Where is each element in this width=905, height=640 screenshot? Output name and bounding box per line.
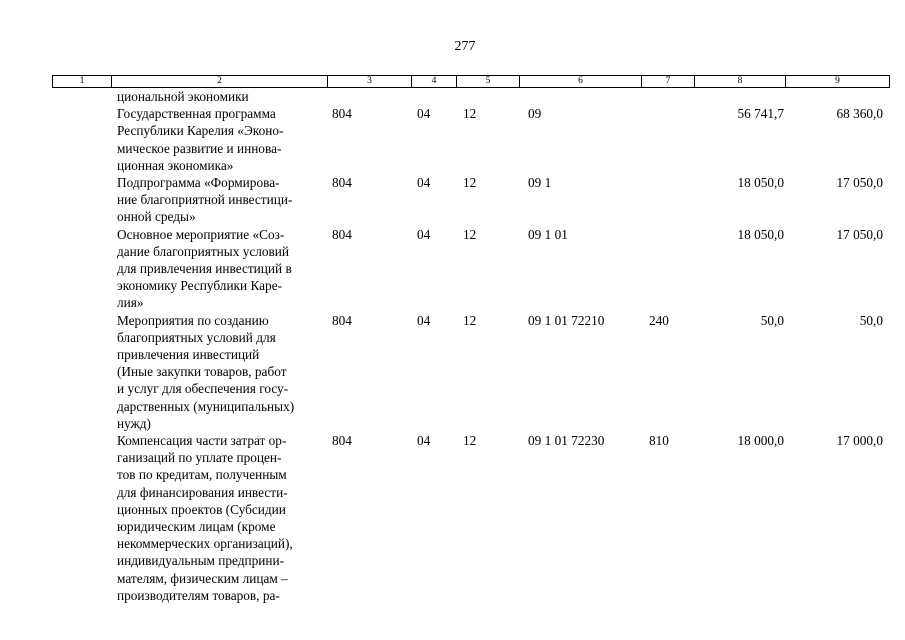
- row-expense-type: 810: [649, 433, 669, 449]
- row-amount-year-2: 17 050,0: [836, 175, 883, 191]
- row-description: [117, 174, 329, 226]
- row-section: 04: [417, 226, 431, 242]
- row-subsection: 12: [463, 312, 477, 328]
- description-line: экономику Республики Каре-: [117, 278, 283, 294]
- page-number: 277: [454, 39, 476, 54]
- row-description: [117, 432, 329, 604]
- description-line: некоммерческих организаций),: [117, 536, 293, 552]
- header-col-9: 9: [786, 76, 890, 88]
- row-section: 04: [417, 433, 431, 449]
- description-line: ционных проектов (Субсидии: [117, 501, 286, 517]
- table-row: [0, 105, 905, 174]
- header-col-8: 8: [695, 76, 786, 88]
- row-subsection: 12: [463, 106, 477, 122]
- header-col-7: 7: [642, 76, 695, 88]
- row-amount-year-1: 56 741,7: [737, 106, 784, 122]
- row-subsection: 12: [463, 226, 477, 242]
- description-line: ганизаций по уплате процен-: [117, 450, 282, 466]
- row-admin-code: 804: [332, 106, 352, 122]
- header-col-5: 5: [457, 76, 520, 88]
- description-line: Основное мероприятие «Соз-: [117, 226, 285, 242]
- row-amount-year-2: 68 360,0: [836, 106, 883, 122]
- description-line: мателям, физическим лицам –: [117, 570, 288, 586]
- description-line: производителям товаров, ра-: [117, 587, 280, 603]
- row-amount-year-2: 17 050,0: [836, 226, 883, 242]
- description-line: Мероприятия по созданию: [117, 312, 269, 328]
- table-row: [0, 432, 905, 604]
- header-col-2: 2: [112, 76, 328, 88]
- description-line: дание благоприятных условий: [117, 243, 290, 259]
- description-line: тов по кредитам, полученным: [117, 467, 287, 483]
- row-target-article: 09 1 01 72230: [528, 433, 605, 449]
- header-col-3: 3: [328, 76, 412, 88]
- row-amount-year-2: 17 000,0: [836, 433, 883, 449]
- description-line: благоприятных условий для: [117, 329, 276, 345]
- row-description: [117, 226, 329, 312]
- description-line: Подпрограмма «Формирова-: [117, 175, 280, 191]
- header-col-6: 6: [520, 76, 642, 88]
- description-line: ние благоприятной инвестици-: [117, 192, 293, 208]
- table-row: [0, 88, 905, 105]
- description-line: Республики Карелия «Эконо-: [117, 123, 284, 139]
- row-target-article: 09 1 01: [528, 226, 568, 242]
- row-subsection: 12: [463, 175, 477, 191]
- row-target-article: 09: [528, 106, 542, 122]
- row-section: 04: [417, 175, 431, 191]
- description-line: мическое развитие и иннова-: [117, 140, 282, 156]
- description-line: привлечения инвестиций: [117, 347, 260, 363]
- row-subsection: 12: [463, 433, 477, 449]
- description-line: лия»: [117, 295, 144, 311]
- table-row: [0, 174, 905, 226]
- row-description: [117, 105, 329, 174]
- description-line: Компенсация части затрат ор-: [117, 433, 287, 449]
- description-line: индивидуальным предприни-: [117, 553, 285, 569]
- description-line: ционная экономика»: [117, 157, 234, 173]
- row-target-article: 09 1: [528, 175, 552, 191]
- row-admin-code: 804: [332, 433, 352, 449]
- header-col-1: 1: [53, 76, 112, 88]
- description-line: для финансирования инвести-: [117, 484, 288, 500]
- row-description: [117, 88, 329, 105]
- row-amount-year-1: 50,0: [760, 312, 784, 328]
- row-amount-year-1: 18 000,0: [737, 433, 784, 449]
- table-header: [52, 75, 890, 88]
- description-line: Государственная программа: [117, 106, 276, 122]
- description-line: нужд): [117, 415, 151, 431]
- row-amount-year-2: 50,0: [859, 312, 883, 328]
- row-amount-year-1: 18 050,0: [737, 175, 784, 191]
- row-admin-code: 804: [332, 312, 352, 328]
- row-section: 04: [417, 312, 431, 328]
- table-row: [0, 226, 905, 312]
- description-line: (Иные закупки товаров, работ: [117, 364, 287, 380]
- row-amount-year-1: 18 050,0: [737, 226, 784, 242]
- table-body: [0, 88, 905, 604]
- row-target-article: 09 1 01 72210: [528, 312, 605, 328]
- description-line: дарственных (муниципальных): [117, 398, 295, 414]
- description-line: юридическим лицам (кроме: [117, 519, 276, 535]
- description-line: для привлечения инвестиций в: [117, 261, 292, 277]
- row-admin-code: 804: [332, 175, 352, 191]
- description-line: циональной экономики: [117, 89, 249, 104]
- row-section: 04: [417, 106, 431, 122]
- header-col-4: 4: [412, 76, 457, 88]
- row-expense-type: 240: [649, 312, 669, 328]
- description-line: и услуг для обеспечения госу-: [117, 381, 289, 397]
- table-row: [0, 312, 905, 432]
- row-description: [117, 312, 329, 432]
- description-line: онной среды»: [117, 209, 196, 225]
- row-admin-code: 804: [332, 226, 352, 242]
